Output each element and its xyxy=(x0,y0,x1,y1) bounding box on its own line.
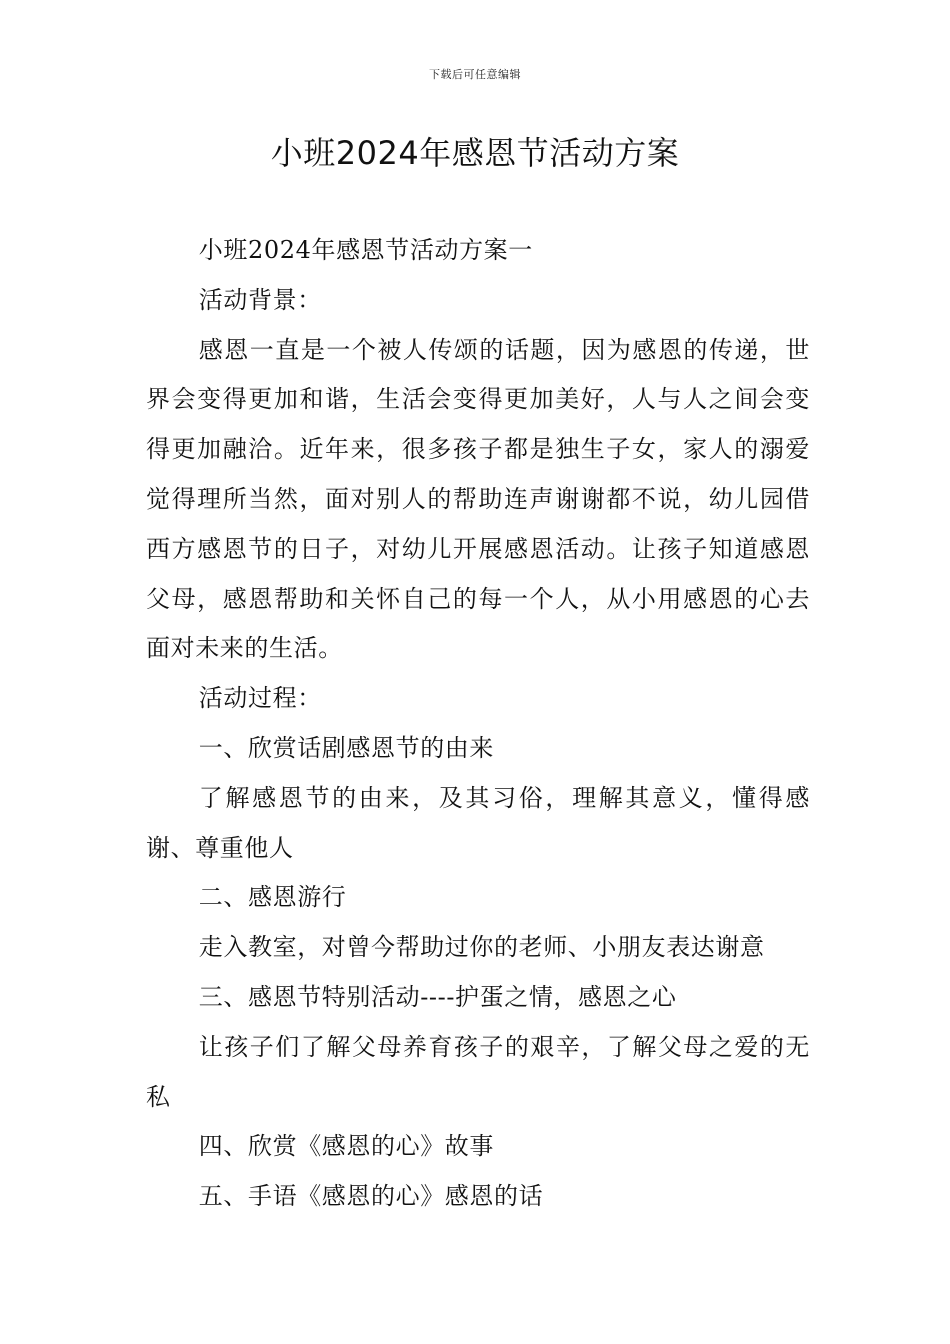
step-2-text: 走入教室，对曾今帮助过你的老师、小朋友表达谢意 xyxy=(198,933,765,962)
section-heading: 小班2024年感恩节活动方案一 xyxy=(198,236,533,264)
document-title: 小班2024年感恩节活动方案 xyxy=(270,134,680,172)
step-4-heading: 四、欣赏《感恩的心》故事 xyxy=(198,1132,494,1161)
step-5-heading: 五、手语《感恩的心》感恩的话 xyxy=(198,1182,544,1211)
paragraph-background: 感恩一直是一个被人传颂的话题，因为感恩的传递，世界会变得更加和谐，生活会变得更加美好，人与人之间会变得更加融洽。近年来，很多孩子都是独生子女，家人的溺爱觉得理所当然，面对别人的帮助连声谢谢都不说，幼儿园借西方感恩节的日子，对幼儿开展感恩活动。让孩子知道感恩父母，感恩帮助和关怀自己的每一个人，从小用感恩的心去面对未来的生活。 xyxy=(146,335,810,663)
subheading-process: 活动过程： xyxy=(198,684,322,713)
subheading-background: 活动背景： xyxy=(198,285,322,314)
step-1-heading: 一、欣赏话剧感恩节的由来 xyxy=(198,733,494,762)
document-body xyxy=(146,226,810,1222)
step-2-heading: 二、感恩游行 xyxy=(198,883,347,912)
header-note: 下载后可任意编辑 xyxy=(429,68,521,81)
step-3-text: 让孩子们了解父母养育孩子的艰辛，了解父母之爱的无私 xyxy=(146,1032,810,1111)
step-3-heading: 三、感恩节特别活动----护蛋之情，感恩之心 xyxy=(198,982,677,1011)
step-1-text: 了解感恩节的由来，及其习俗，理解其意义，懂得感谢、尊重他人 xyxy=(146,783,810,862)
